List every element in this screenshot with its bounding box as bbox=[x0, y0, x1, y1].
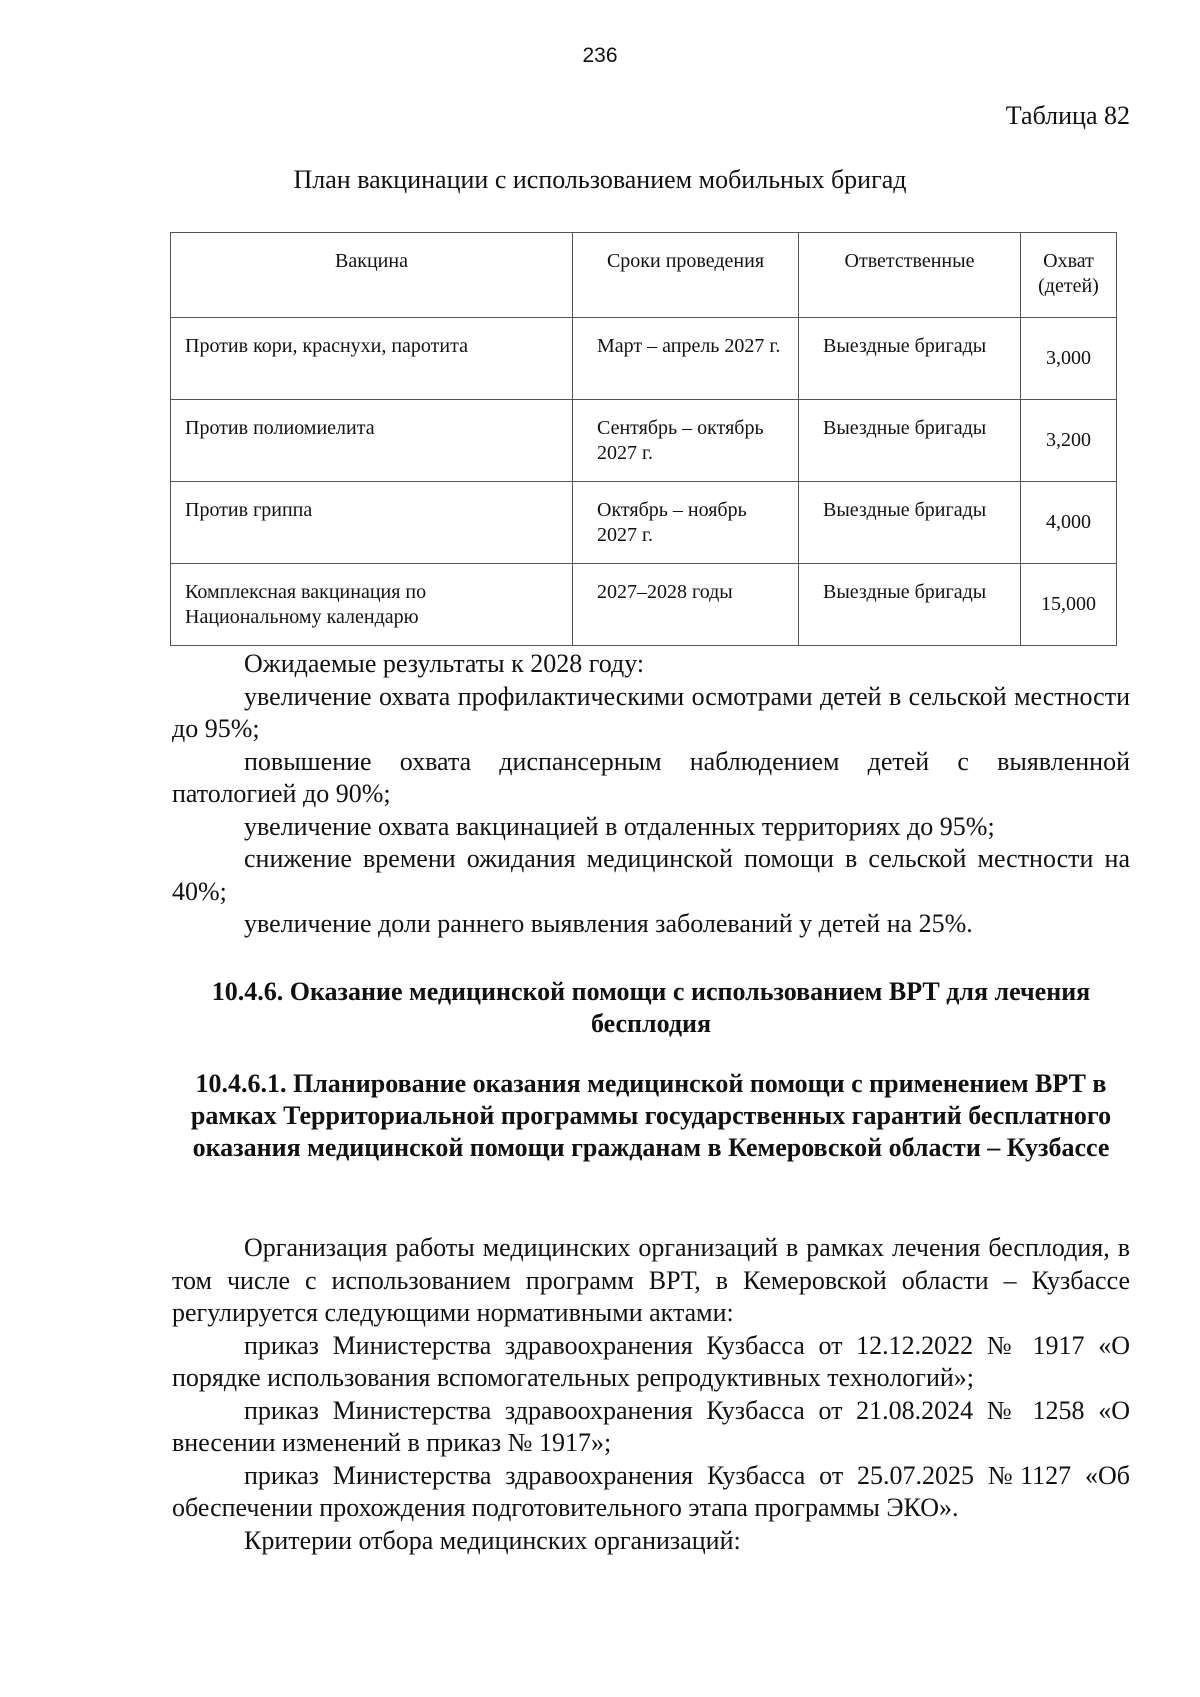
cell-vaccine: Против полиомиелита bbox=[171, 400, 573, 482]
header-responsible: Ответственные bbox=[799, 233, 1021, 318]
regulatory-act: приказ Министерства здравоохранения Кузбасса от 21.08.2024 № 1258 «О внесении изменений в приказ № 1917»; bbox=[172, 1395, 1130, 1457]
table-title: План вакцинации с использованием мобильных бригад bbox=[293, 165, 907, 194]
cell-period: 2027–2028 годы bbox=[573, 564, 799, 646]
result-item: повышение охвата диспансерным наблюдением детей с выявленной патологией до 90%; bbox=[172, 746, 1130, 808]
results-intro: Ожидаемые результаты к 2028 году: bbox=[244, 649, 645, 678]
expected-results bbox=[172, 648, 1130, 941]
table-row bbox=[171, 564, 1117, 646]
header-vaccine: Вакцина bbox=[171, 233, 573, 318]
result-item: увеличение доли раннего выявления заболеваний у детей на 25%. bbox=[244, 909, 973, 938]
regulatory-act: приказ Министерства здравоохранения Кузбасса от 12.12.2022 № 1917 «О порядке использования вспомогательных репродуктивных технологий»; bbox=[172, 1330, 1130, 1392]
vaccination-plan-table bbox=[170, 232, 1117, 646]
table-header-row bbox=[171, 233, 1117, 318]
result-item: увеличение охвата профилактическими осмотрами детей в сельской местности до 95%; bbox=[172, 681, 1130, 743]
cell-responsible: Выездные бригады bbox=[799, 564, 1021, 646]
header-period: Сроки проведения bbox=[573, 233, 799, 318]
header-coverage: Охват (детей) bbox=[1021, 233, 1117, 318]
cell-responsible: Выездные бригады bbox=[799, 400, 1021, 482]
regulatory-act: приказ Министерства здравоохранения Кузбасса от 25.07.2025 №1127 «Об обеспечении прохождения подготовительного этапа программы ЭКО». bbox=[172, 1460, 1130, 1522]
cell-period: Октябрь – ноябрь 2027 г. bbox=[573, 482, 799, 564]
regulatory-acts-section bbox=[172, 1232, 1130, 1557]
page-number: 236 bbox=[582, 44, 618, 67]
cell-period: Март – апрель 2027 г. bbox=[573, 318, 799, 400]
cell-responsible: Выездные бригады bbox=[799, 482, 1021, 564]
table-row bbox=[171, 400, 1117, 482]
cell-period: Сентябрь – октябрь 2027 г. bbox=[573, 400, 799, 482]
subsection-heading: 10.4.6.1. Планирование оказания медицинской помощи с применением ВРТ в рамках Территориальной программы государственных гарантий бесплатного оказания медицинской помощи гражданам в Кемеровской области – Кузбассе bbox=[190, 1069, 1112, 1162]
cell-coverage: 3,000 bbox=[1021, 318, 1117, 400]
cell-responsible: Выездные бригады bbox=[799, 318, 1021, 400]
cell-vaccine: Против кори, краснухи, паротита bbox=[171, 318, 573, 400]
section-heading: 10.4.6. Оказание медицинской помощи с использованием ВРТ для лечения бесплодия bbox=[211, 977, 1091, 1038]
result-item: увеличение охвата вакцинацией в отдаленных территориях до 95%; bbox=[244, 811, 995, 841]
cell-coverage: 4,000 bbox=[1021, 482, 1117, 564]
organisation-intro: Организация работы медицинских организаций в рамках лечения бесплодия, в том числе с использованием программ ВРТ, в Кемеровской области – Кузбассе регулируется следующими нормативными актами: bbox=[172, 1233, 1130, 1327]
selection-criteria-intro: Критерии отбора медицинских организаций: bbox=[244, 1525, 741, 1555]
cell-vaccine: Против гриппа bbox=[171, 482, 573, 564]
table-caption: Таблица 82 bbox=[1005, 101, 1130, 130]
result-item: снижение времени ожидания медицинской помощи в сельской местности на 40%; bbox=[172, 844, 1130, 906]
table-row bbox=[171, 318, 1117, 400]
cell-vaccine: Комплексная вакцинация по Национальному календарю bbox=[171, 564, 573, 646]
cell-coverage: 3,200 bbox=[1021, 400, 1117, 482]
cell-coverage: 15,000 bbox=[1021, 564, 1117, 646]
table-row bbox=[171, 482, 1117, 564]
